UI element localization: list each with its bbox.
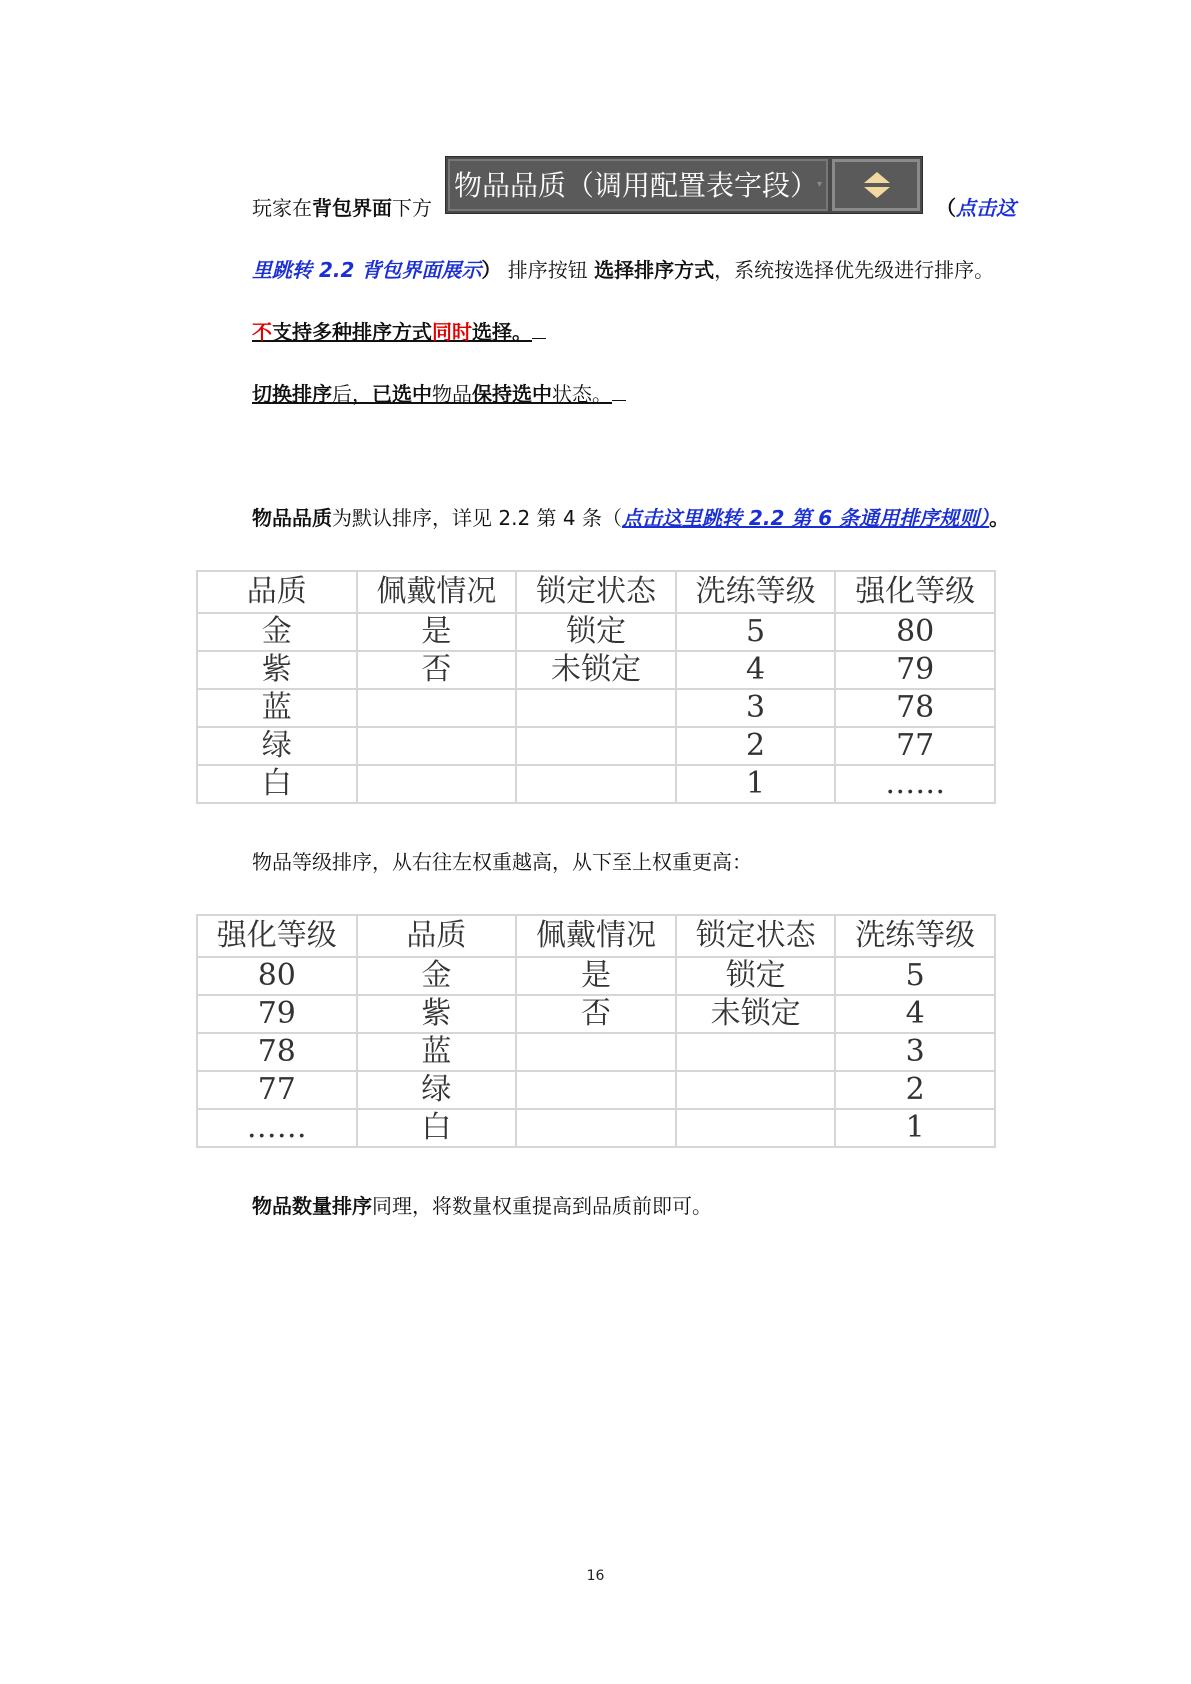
text-not: 不 <box>252 320 272 344</box>
link-bag-ui-part1[interactable]: 点击这 <box>956 196 1016 220</box>
table-cell <box>357 727 517 765</box>
sort-widget-screenshot <box>445 156 923 214</box>
sort-method-label: 物品品质（调用配置表字段） <box>454 169 819 202</box>
text-item-quality: 物品品质 <box>252 506 332 530</box>
text-keep-selected: 保持选中 <box>472 382 552 406</box>
para-level-sort <box>252 848 752 876</box>
table-cell: 是 <box>357 613 517 651</box>
quality-sort-priority-table <box>196 570 996 804</box>
table-cell: 5 <box>676 613 836 651</box>
table-cell: 蓝 <box>197 689 357 727</box>
para-quantity-sort <box>252 1192 712 1220</box>
table-row <box>197 613 995 651</box>
table-header-cell: 洗练等级 <box>676 571 836 613</box>
table-cell: 5 <box>835 957 995 995</box>
table-cell: …… <box>835 765 995 803</box>
table-row <box>197 689 995 727</box>
table-header-cell: 锁定状态 <box>516 571 676 613</box>
table-cell <box>676 1109 836 1147</box>
table-cell: 锁定 <box>676 957 836 995</box>
table-cell <box>516 1109 676 1147</box>
link-general-sort-rules[interactable]: 点击这里跳转 2.2 第 6 条通用排序规则） <box>621 506 990 530</box>
text-quantity-sort: 物品数量排序 <box>252 1194 372 1218</box>
table-cell: 3 <box>835 1033 995 1071</box>
table-cell <box>516 765 676 803</box>
text-switch-sort: 切换排序 <box>252 382 332 406</box>
text-item: 物品 <box>432 382 472 406</box>
page-number: 16 <box>586 1568 605 1584</box>
table-cell <box>357 765 517 803</box>
table-row <box>197 995 995 1033</box>
table-row <box>197 765 995 803</box>
table-header-cell: 佩戴情况 <box>516 915 676 957</box>
text-default-sort-detail: 为默认排序，详见 2.2 第 4 条（ <box>332 506 622 530</box>
table-cell <box>357 689 517 727</box>
text-simultaneous: 同时 <box>432 320 472 344</box>
table-header-cell: 洗练等级 <box>835 915 995 957</box>
table-row <box>197 1033 995 1071</box>
paren-open: （ <box>936 196 956 220</box>
table-header-cell: 锁定状态 <box>676 915 836 957</box>
table-cell: 77 <box>835 727 995 765</box>
para-keep-selection <box>252 380 626 408</box>
table-cell: 2 <box>676 727 836 765</box>
table-header-cell: 佩戴情况 <box>357 571 517 613</box>
table-cell: 是 <box>516 957 676 995</box>
sort-method-dropdown[interactable] <box>448 159 828 211</box>
para-sort-intro-link-start <box>936 194 1016 222</box>
text-after: 后， <box>332 382 372 406</box>
table-cell: 80 <box>835 613 995 651</box>
table-cell: 77 <box>197 1071 357 1109</box>
sort-order-toggle-button[interactable] <box>832 159 920 211</box>
text-level-sort: 物品等级排序，从右往左权重越高，从下至上权重更高： <box>252 850 752 874</box>
table-cell: 蓝 <box>357 1033 517 1071</box>
table-cell: 4 <box>676 651 836 689</box>
table-cell <box>516 1071 676 1109</box>
table-cell: 2 <box>835 1071 995 1109</box>
text-select: 选择。 <box>472 320 532 344</box>
table-cell <box>516 727 676 765</box>
para-no-multi-sort <box>252 318 546 346</box>
table-row <box>197 651 995 689</box>
text-period: 。 <box>989 506 1010 530</box>
table-cell <box>676 1071 836 1109</box>
para-default-sort <box>252 504 1009 532</box>
text-player: 玩家在 <box>252 196 312 220</box>
text-selected: 已选中 <box>372 382 432 406</box>
table-cell <box>516 689 676 727</box>
table-cell: …… <box>197 1109 357 1147</box>
table-cell: 金 <box>357 957 517 995</box>
dropdown-arrow-icon: ▾ <box>816 179 822 190</box>
table-header-cell: 品质 <box>197 571 357 613</box>
table-row <box>197 727 995 765</box>
table-cell: 1 <box>676 765 836 803</box>
paren-close: ） <box>481 258 502 282</box>
table-cell: 紫 <box>197 651 357 689</box>
table-cell: 绿 <box>197 727 357 765</box>
text-choose-sort: 选择排序方式 <box>594 258 715 282</box>
table-cell: 79 <box>197 995 357 1033</box>
table-cell: 78 <box>197 1033 357 1071</box>
table-row <box>197 957 995 995</box>
text-multi-sort: 支持多种排序方式 <box>272 320 432 344</box>
table-row <box>197 1109 995 1147</box>
text-sort-button: 排序按钮 <box>507 258 588 282</box>
text-below: 下方 <box>392 196 432 220</box>
text-quantity-sort-detail: 同理，将数量权重提高到品质前即可。 <box>372 1194 712 1218</box>
level-sort-priority-table <box>196 914 996 1148</box>
table-cell: 未锁定 <box>676 995 836 1033</box>
para-sort-intro-line2 <box>252 256 994 284</box>
table-header-row <box>197 571 995 613</box>
table-cell: 1 <box>835 1109 995 1147</box>
table-cell: 紫 <box>357 995 517 1033</box>
table-header-cell: 品质 <box>357 915 517 957</box>
table-cell: 4 <box>835 995 995 1033</box>
para-sort-intro-line1 <box>252 194 432 222</box>
table-cell: 否 <box>516 995 676 1033</box>
table-cell: 否 <box>357 651 517 689</box>
sort-toggle-icon <box>862 170 892 200</box>
text-system-sorts: ，系统按选择优先级进行排序。 <box>714 258 995 282</box>
table-cell: 锁定 <box>516 613 676 651</box>
table-header-cell: 强化等级 <box>197 915 357 957</box>
table-cell <box>676 1033 836 1071</box>
table-cell: 白 <box>357 1109 517 1147</box>
table-row <box>197 1071 995 1109</box>
table-header-row <box>197 915 995 957</box>
table-header-cell: 强化等级 <box>835 571 995 613</box>
table-cell <box>516 1033 676 1071</box>
table-cell: 3 <box>676 689 836 727</box>
table-cell: 白 <box>197 765 357 803</box>
text-state: 状态。 <box>552 382 612 406</box>
link-bag-ui-part2[interactable]: 里跳转 2.2 背包界面展示 <box>252 258 482 282</box>
table-cell: 79 <box>835 651 995 689</box>
table-cell: 绿 <box>357 1071 517 1109</box>
table-cell: 80 <box>197 957 357 995</box>
table-cell: 未锁定 <box>516 651 676 689</box>
text-bag-ui: 背包界面 <box>312 196 392 220</box>
table-cell: 78 <box>835 689 995 727</box>
table-cell: 金 <box>197 613 357 651</box>
